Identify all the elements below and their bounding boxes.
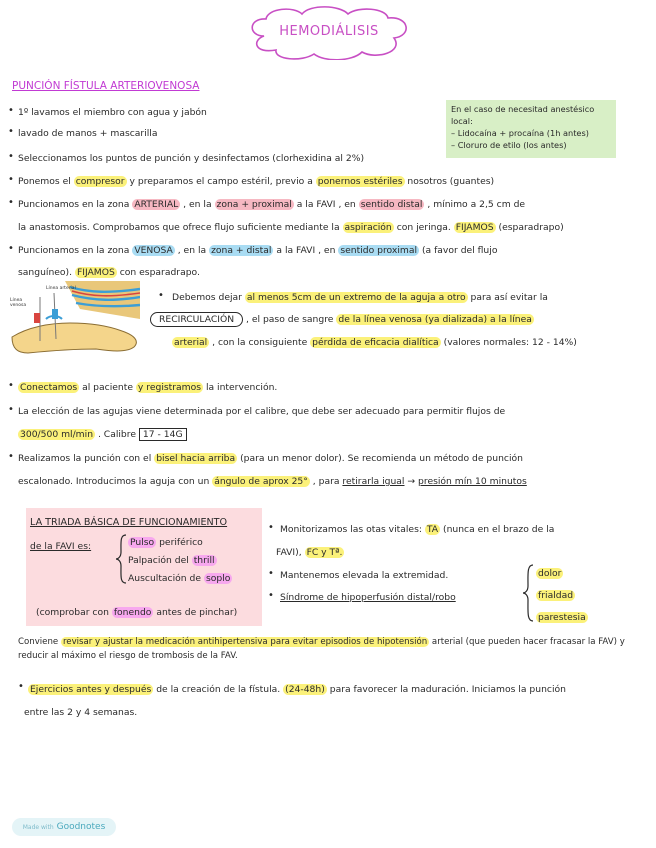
triad-item-pulse xyxy=(128,536,203,549)
section-heading: PUNCIÓN FÍSTULA ARTERIOVENOSA xyxy=(12,80,200,92)
steal-syndrome xyxy=(280,591,456,604)
triad-title-text: LA TRIADA BÁSICA DE FUNCIONAMIENTO xyxy=(30,517,228,528)
bullet-dot: • xyxy=(8,197,14,208)
highlight: bisel hacia arriba xyxy=(156,453,236,464)
bullet-dot: • xyxy=(8,404,14,415)
text: arterial (que pueden hacer fracasar la FAV) y xyxy=(431,637,625,647)
text: Puncionamos en la zona xyxy=(18,199,130,210)
highlight: arterial xyxy=(174,337,208,348)
arrow: → xyxy=(407,476,416,487)
step-select-puncture: Seleccionamos los puntos de punción y desinfectamos (clorhexidina al 2%) xyxy=(18,153,365,164)
elevate-limb: Mantenemos elevada la extremidad. xyxy=(280,570,449,581)
brace-icon xyxy=(522,564,534,622)
step-arterial-line1 xyxy=(18,198,525,211)
exercise-line1 xyxy=(28,683,566,696)
note-line: En el caso de necesitad anestésico xyxy=(451,104,595,114)
text: antes de pinchar) xyxy=(156,607,238,618)
highlight: Conectamos xyxy=(20,382,78,393)
bullet-dot: • xyxy=(8,451,14,462)
text: la intervención. xyxy=(205,382,278,393)
triad-footer xyxy=(36,606,237,619)
highlight: dolor xyxy=(538,568,562,579)
goodnotes-badge xyxy=(12,818,116,836)
highlight: de la línea venosa (ya dializada) a la línea xyxy=(338,314,532,325)
highlight: revisar y ajustar la medicación antihipertensiva para evitar episodios de hipotensión xyxy=(62,637,428,647)
text: , mínimo a 2,5 cm de xyxy=(427,199,526,210)
triad-lead xyxy=(30,540,91,553)
bullet-dot: • xyxy=(268,522,274,533)
highlight: sentido proximal xyxy=(340,245,418,256)
highlight: FC y Tª. xyxy=(306,547,343,558)
step-venous-line2 xyxy=(18,266,200,279)
text: Ponemos el xyxy=(18,176,71,187)
text: escalonado. Introducimos la aguja con un xyxy=(18,476,210,487)
text: Conviene xyxy=(18,637,59,647)
highlight: zona + proximal xyxy=(216,199,292,210)
text: (a favor del flujo xyxy=(421,245,498,256)
text: , con la consiguiente xyxy=(212,337,308,348)
highlight: aspiración xyxy=(344,222,392,233)
step-wash-limb: 1º lavamos el miembro con agua y jabón xyxy=(18,107,207,118)
figure-label: Línea arterial xyxy=(46,286,76,291)
bullet-dot: • xyxy=(8,105,14,116)
highlight: fonendo xyxy=(113,607,152,618)
highlight: ponernos estériles xyxy=(317,176,403,187)
highlight: sentido distal xyxy=(360,199,423,210)
triad-item-thrill xyxy=(128,554,217,567)
underlined-text: Síndrome de hipoperfusión distal/robo xyxy=(280,592,456,603)
caliber-box: 17 - 14G xyxy=(139,428,187,441)
text: de la creación de la fístula. xyxy=(156,684,281,695)
highlight: ángulo de aprox 25° xyxy=(214,476,308,487)
text: a la FAVI , en xyxy=(296,199,356,210)
highlight: VENOSA xyxy=(134,245,173,256)
text: Palpación del xyxy=(128,555,189,566)
underlined-text: retirarla igual xyxy=(342,476,405,487)
bullet-dot: • xyxy=(18,681,24,692)
highlight: 300/500 ml/min xyxy=(20,429,94,440)
highlight: FIJAMOS xyxy=(76,267,115,278)
highlight: TA xyxy=(426,524,439,535)
step-connect xyxy=(18,381,277,394)
anesthesia-note xyxy=(446,100,616,158)
text: sanguíneo). xyxy=(18,267,73,278)
highlight: frialdad xyxy=(538,590,574,601)
step-venous-line1 xyxy=(18,244,497,257)
page-title: HEMODIÁLISIS xyxy=(279,24,379,39)
text: la anastomosis. Comprobamos que ofrece flujo suficiente mediante la xyxy=(18,222,340,233)
figure-label: Línea xyxy=(10,298,23,303)
bullet-dot: • xyxy=(8,380,14,391)
text: al paciente xyxy=(82,382,133,393)
symptom-paresthesia xyxy=(536,611,588,624)
bullet-dot: • xyxy=(268,568,274,579)
needle-distance-line1 xyxy=(172,291,548,304)
needle-distance-line3 xyxy=(172,336,577,349)
needle-choice-line1: La elección de las agujas viene determinada por el calibre, que debe ser adecuado para permitir flujos de xyxy=(18,406,506,417)
text: . Calibre xyxy=(97,429,136,440)
text: , en la xyxy=(177,245,207,256)
highlight: y registramos xyxy=(137,382,202,393)
text: para así evitar la xyxy=(470,292,548,303)
symptom-pain xyxy=(536,567,563,580)
text: FAVI), xyxy=(276,547,302,558)
arm-fistula-illustration xyxy=(10,279,140,355)
puncture-technique-line2 xyxy=(18,475,527,488)
needle-distance-line2 xyxy=(150,313,534,326)
text: , para xyxy=(312,476,340,487)
vitals-line1 xyxy=(280,523,554,536)
bullet-dot: • xyxy=(158,290,164,301)
step-hand-wash: lavado de manos + mascarilla xyxy=(18,128,158,139)
highlight: pérdida de eficacia dialítica xyxy=(312,337,439,348)
text: Debemos dejar xyxy=(172,292,242,303)
badge-brand: Goodnotes xyxy=(56,822,106,832)
highlight: zona + distal xyxy=(211,245,272,256)
note-line: local: xyxy=(451,116,473,126)
text: (valores normales: 12 - 14%) xyxy=(443,337,577,348)
brace-icon xyxy=(115,534,127,584)
text: (esparadrapo) xyxy=(498,222,564,233)
highlight: Ejercicios antes y después xyxy=(30,684,152,695)
badge-made-with: Made with xyxy=(22,824,54,831)
highlight: ARTERIAL xyxy=(134,199,179,210)
puncture-technique-line1 xyxy=(18,452,523,465)
bullet-dot: • xyxy=(8,243,14,254)
highlight: compresor xyxy=(75,176,125,187)
note-line: – Cloruro de etilo (los antes) xyxy=(451,140,567,150)
triad-title xyxy=(30,516,227,529)
bullet-dot: • xyxy=(8,126,14,137)
text: periférico xyxy=(159,537,203,548)
text: a la FAVI , en xyxy=(276,245,336,256)
bullet-dot: • xyxy=(8,151,14,162)
medication-note-line1 xyxy=(18,636,625,649)
highlight: parestesia xyxy=(538,612,586,623)
medication-note-line2: reducir al máximo el riesgo de trombosis de la FAV. xyxy=(18,651,238,661)
recirculation-box: RECIRCULACIÓN xyxy=(150,312,243,327)
text: con jeringa. xyxy=(396,222,451,233)
text: para favorecer la maduración. Iniciamos la punción xyxy=(329,684,566,695)
highlight: soplo xyxy=(205,573,231,584)
highlight: Pulso xyxy=(130,537,155,548)
needle-choice-line2 xyxy=(18,428,187,441)
vitals-line2 xyxy=(276,546,344,559)
text: Monitorizamos las otas vitales: xyxy=(280,524,422,535)
highlight: (24-48h) xyxy=(285,684,325,695)
underlined-text: presión mín 10 minutos xyxy=(418,476,527,487)
note-line: – Lidocaína + procaína (1h antes) xyxy=(451,128,589,138)
exercise-line2: entre las 2 y 4 semanas. xyxy=(24,707,138,718)
triad-lead-text: de la FAVI es: xyxy=(30,541,92,552)
highlight: al menos 5cm de un extremo de la aguja a otro xyxy=(246,292,466,303)
text: (para un menor dolor). Se recomienda un método de punción xyxy=(240,453,523,464)
text: Puncionamos en la zona xyxy=(18,245,130,256)
figure-label: venosa xyxy=(10,303,27,308)
step-arterial-line2 xyxy=(18,221,564,234)
text: y preparamos el campo estéril, previo a xyxy=(129,176,313,187)
bullet-dot: • xyxy=(268,590,274,601)
text: , el paso de sangre xyxy=(245,314,334,325)
text: (nunca en el brazo de la xyxy=(443,524,555,535)
text: Auscultación de xyxy=(128,573,202,584)
highlight: thrill xyxy=(193,555,215,566)
triad-item-murmur xyxy=(128,572,232,585)
text: Realizamos la punción con el xyxy=(18,453,152,464)
symptom-cold xyxy=(536,589,575,602)
highlight: FIJAMOS xyxy=(455,222,494,233)
text: nosotros (guantes) xyxy=(407,176,495,187)
text: con esparadrapo. xyxy=(119,267,200,278)
text: , en la xyxy=(183,199,212,210)
step-compressor xyxy=(18,175,494,188)
text: (comprobar con xyxy=(36,607,109,618)
bullet-dot: • xyxy=(8,174,14,185)
